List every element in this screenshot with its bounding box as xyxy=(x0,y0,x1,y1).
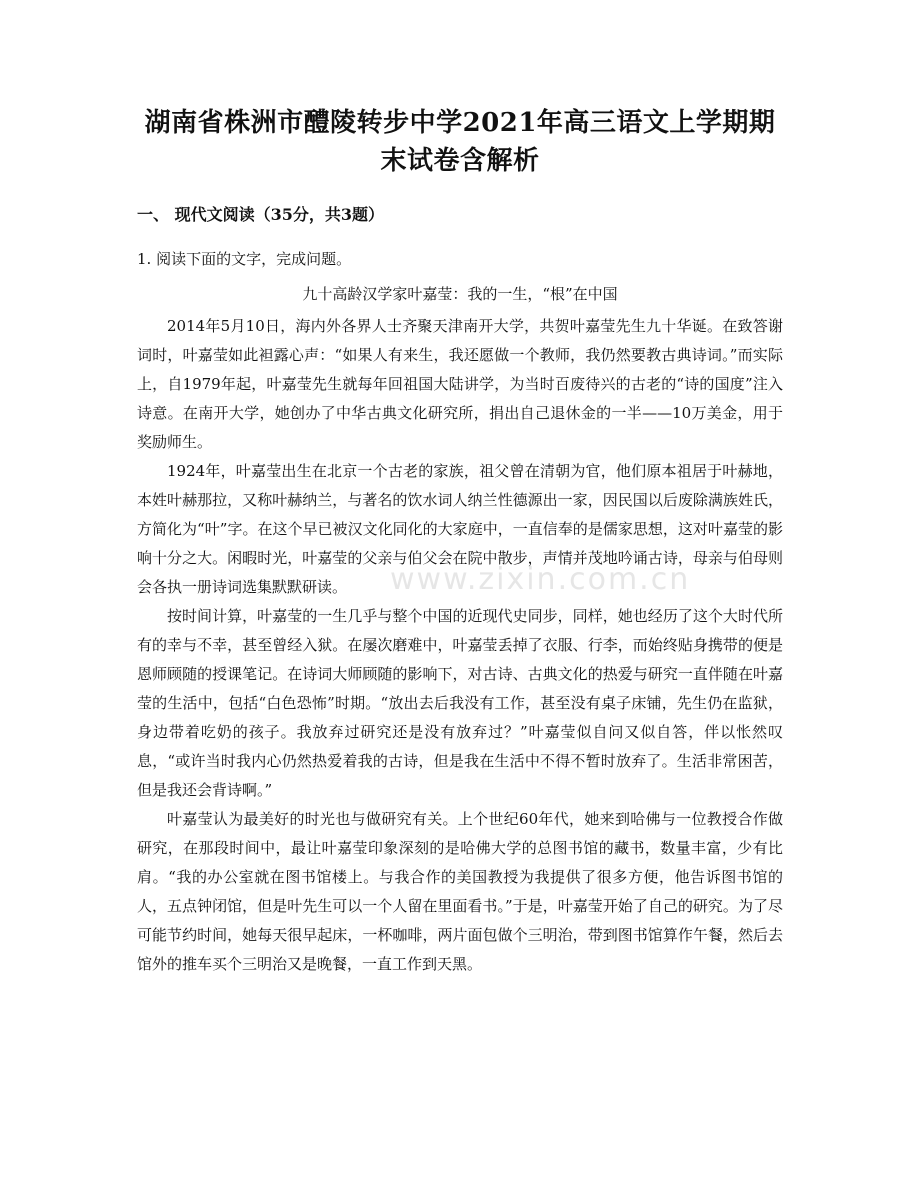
title-line-1: 湖南省株洲市醴陵转步中学2021年高三语文上学期期 xyxy=(144,108,776,138)
article-title: 九十高龄汉学家叶嘉莹：我的一生，“根”在中国 xyxy=(302,285,618,303)
section-heading: 一、 现代文阅读（35分，共3题） xyxy=(137,205,384,224)
paragraph-1: 2014年5月10日，海内外各界人士齐聚天津南开大学，共贺叶嘉莹先生九十华诞。在致答谢词时，叶嘉莹如此袒露心声：“如果人有来生，我还愿做一个教师，我仍然要教古典诗词。”而实际上，自1979年起，叶嘉莹先生就每年回祖国大陆讲学，为当时百废待兴的古老的“诗的国度”注入诗意。在南开大学，她创办了中华古典文化研究所，捐出自己退休金的一半——10万美金，用于奖励师生。 xyxy=(137,317,783,451)
article-body xyxy=(137,312,783,979)
question-prompt: 1. 阅读下面的文字，完成问题。 xyxy=(137,250,352,268)
title-line-2: 末试卷含解析 xyxy=(380,146,540,176)
paragraph-4: 叶嘉莹认为最美好的时光也与做研究有关。上个世纪60年代，她来到哈佛与一位教授合作做研究，在那段时间中，最让叶嘉莹印象深刻的是哈佛大学的总图书馆的藏书，数量丰富，少有比肩。“我的办公室就在图书馆楼上。与我合作的美国教授为我提供了很多方便，他告诉图书馆的人，五点钟闭馆，但是叶先生可以一个人留在里面看书。”于是，叶嘉莹开始了自己的研究。为了尽可能节约时间，她每天很早起床，一杯咖啡，两片面包做个三明治，带到图书馆算作午餐，然后去馆外的推车买个三明治又是晚餐，一直工作到天黑。 xyxy=(137,810,783,973)
paragraph-3: 按时间计算，叶嘉莹的一生几乎与整个中国的近现代史同步，同样，她也经历了这个大时代所有的幸与不幸，甚至曾经入狱。在屡次磨难中，叶嘉莹丢掉了衣服、行李，而始终贴身携带的便是恩师顾随的授课笔记。在诗词大师顾随的影响下，对古诗、古典文化的热爱与研究一直伴随在叶嘉莹的生活中，包括“白色恐怖”时期。“放出去后我没有工作，甚至没有桌子床铺，先生仍在监狱，身边带着吃奶的孩子。我放弃过研究还是没有放弃过？”叶嘉莹似自问又似自答，伴以怅然叹息，“或许当时我内心仍然热爱着我的古诗，但是我在生活中不得不暂时放弃了。生活非常困苦，但是我还会背诗啊。” xyxy=(137,607,783,799)
watermark: www.zixin.com.cn xyxy=(390,562,691,597)
page-title xyxy=(120,104,800,180)
paragraph-2: 1924年，叶嘉莹出生在北京一个古老的家族，祖父曾在清朝为官，他们原本祖居于叶赫地，本姓叶赫那拉，又称叶赫纳兰，与著名的饮水词人纳兰性德源出一家，因民国以后废除满族姓氏，方简化为“叶”字。在这个早已被汉文化同化的大家庭中，一直信奉的是儒家思想，这对叶嘉莹的影响十分之大。闲暇时光，叶嘉莹的父亲与伯父会在院中散步，声情并茂地吟诵古诗，母亲与伯母则会各执一册诗词选集默默研读。 xyxy=(137,462,783,596)
